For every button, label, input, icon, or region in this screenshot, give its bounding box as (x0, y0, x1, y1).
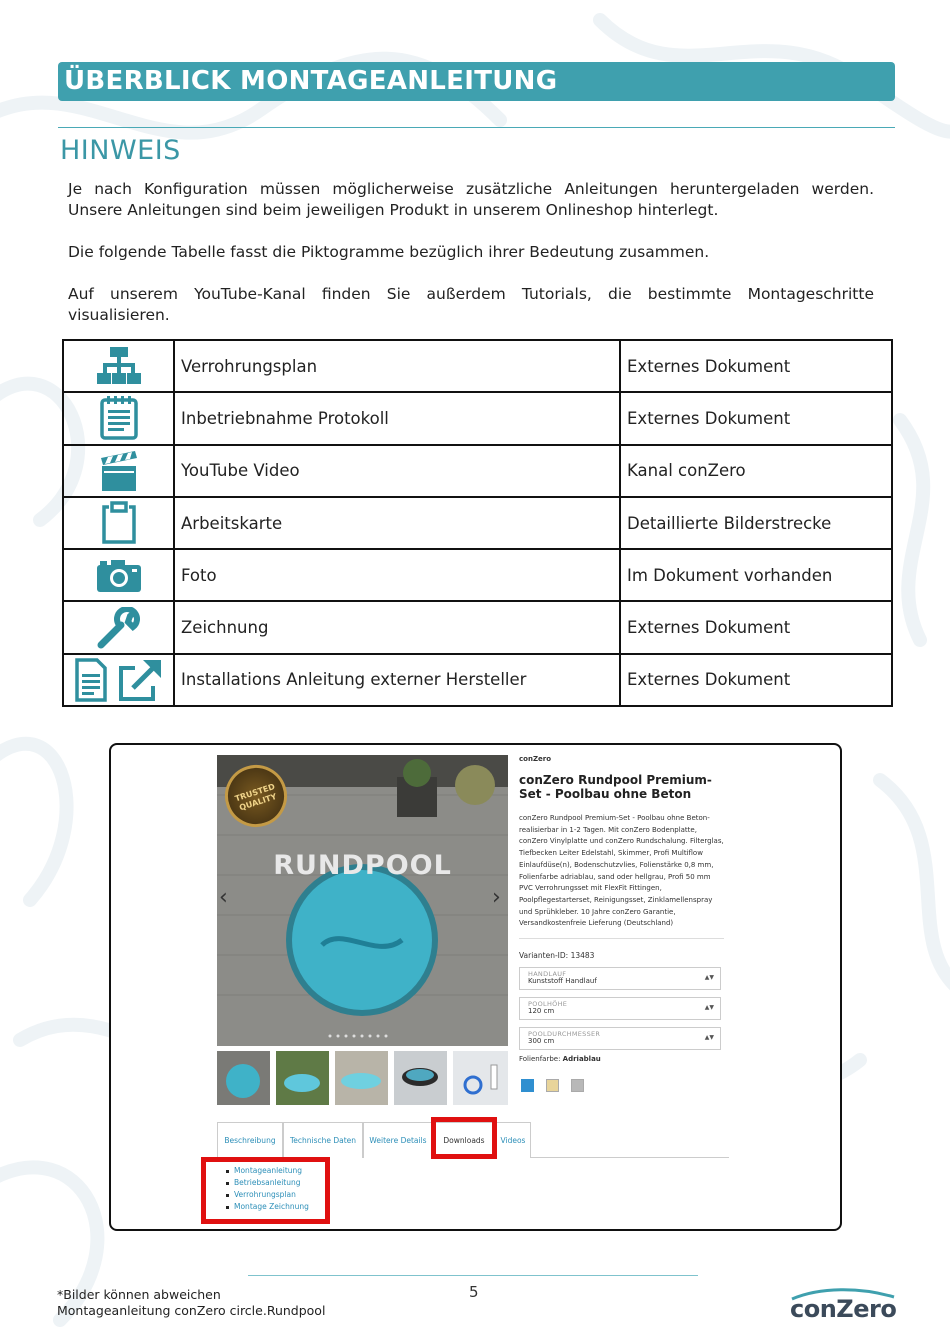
table-row (63, 601, 892, 653)
thumbnail[interactable] (394, 1051, 447, 1105)
table-row (63, 549, 892, 601)
swatch-sand[interactable] (546, 1079, 559, 1092)
page-title: ÜBERBLICK MONTAGEANLEITUNG (64, 66, 558, 96)
table-intro-paragraph: Die folgende Tabelle fasst die Piktogramme bezüglich ihrer Bedeutung zusammen. (68, 243, 710, 261)
product-info (519, 755, 729, 1093)
table-row (63, 654, 892, 706)
chevron-updown-icon: ▲▼ (704, 1034, 714, 1042)
legend-name: Arbeitskarte (174, 497, 620, 549)
foil-color-value: Adriablau (562, 1055, 601, 1064)
select-value: Kunststoff Handlauf (528, 977, 597, 986)
foil-color-label: Folienfarbe: Adriablau (519, 1055, 601, 1064)
thumbnail[interactable] (217, 1051, 270, 1105)
footer-note: *Bilder können abweichen (57, 1287, 221, 1302)
downloads-list-highlight (201, 1157, 330, 1224)
youtube-paragraph: Auf unserem YouTube-Kanal finden Sie außerdem Tutorials, die bestimmte Montageschritte visualisieren. (68, 285, 874, 324)
download-link[interactable]: Montageanleitung (224, 1165, 309, 1177)
handlauf-select[interactable] (519, 967, 721, 990)
pictogram-legend-table (62, 339, 893, 707)
swatch-adriablau[interactable] (521, 1079, 534, 1092)
thumbnail[interactable] (335, 1051, 388, 1105)
chevron-updown-icon: ▲▼ (704, 1004, 714, 1012)
document-external-link-icon (73, 658, 165, 702)
tab-videos[interactable]: Videos (495, 1122, 531, 1158)
tab-weitere-details[interactable]: Weitere Details (363, 1122, 433, 1158)
legend-desc: Im Dokument vorhanden (620, 549, 892, 601)
chevron-updown-icon: ▲▼ (704, 974, 714, 982)
page-title-banner (58, 62, 895, 101)
color-swatches (519, 1079, 729, 1093)
select-value: 300 cm (528, 1037, 555, 1046)
product-image-title: RUNDPOOL (273, 850, 452, 881)
table-row (63, 392, 892, 444)
swatch-hellgrau[interactable] (571, 1079, 584, 1092)
product-description: conZero Rundpool Premium-Set - Poolbau ohne Beton-realisierbar in 1-2 Tagen. Mit conZero Bodenplatte, conZero Vinylplatte und conZero Rundschalung. Filterglas, Tiefbecken Leiter Edelstahl, Skimmer, Profi Multiflow Einlaufdüse(n), Bodenschutzvlies, Folienstärke 0,8 mm, Folienfarbe adriablau, sand oder hellgrau, Profi 50 mm PVC Verrohrungsset mit FlexFit Fittingen, Poolpflegestarterset, Reinigungsset, Zinklamellenspray und Sprühkleber. 10 Jahre conZero Garantie, Versandkostenfreie Lieferung (Deutschland) (519, 814, 724, 928)
legend-name: YouTube Video (174, 445, 620, 497)
download-link[interactable]: Betriebsanleitung (224, 1177, 309, 1189)
tab-downloads[interactable]: Downloads (433, 1122, 495, 1158)
select-label: HANDLAUF (528, 970, 567, 979)
legend-desc: Kanal conZero (620, 445, 892, 497)
page-number: 5 (469, 1283, 479, 1301)
legend-desc: Externes Dokument (620, 601, 892, 653)
camera-icon (97, 558, 141, 592)
chevron-left-icon[interactable]: ‹ (219, 885, 228, 910)
tab-beschreibung[interactable]: Beschreibung (217, 1122, 283, 1158)
legend-name: Foto (174, 549, 620, 601)
legend-name: Inbetriebnahme Protokoll (174, 392, 620, 444)
legend-desc: Externes Dokument (620, 654, 892, 706)
legend-name: Zeichnung (174, 601, 620, 653)
pooldurchmesser-select[interactable] (519, 1027, 721, 1050)
clapperboard-icon (99, 450, 139, 492)
legend-name: Installations Anleitung externer Hersteller (174, 654, 620, 706)
product-title: conZero Rundpool Premium-Set - Poolbau ohne Beton (519, 773, 712, 801)
footer-doc-title: Montageanleitung conZero circle.Rundpool (57, 1303, 326, 1318)
downloads-tab-highlight (431, 1117, 497, 1159)
legend-desc: Externes Dokument (620, 392, 892, 444)
section-heading: HINWEIS (60, 135, 181, 166)
table-row (63, 497, 892, 549)
thumbnail[interactable] (276, 1051, 329, 1105)
logo-text: conZero (790, 1295, 897, 1323)
chevron-right-icon[interactable]: › (492, 885, 501, 910)
legend-desc: Externes Dokument (620, 340, 892, 392)
piping-plan-icon (97, 346, 141, 386)
select-label: POOLDURCHMESSER (528, 1030, 601, 1039)
product-image (217, 755, 508, 1046)
wrench-icon (97, 607, 141, 649)
tab-technische-daten[interactable]: Technische Daten (283, 1122, 363, 1158)
select-label: POOLHÖHE (528, 1000, 568, 1009)
download-link[interactable]: Verrohrungsplan (224, 1189, 309, 1201)
footer-divider (248, 1275, 698, 1276)
trusted-quality-badge: TRUSTED QUALITY (217, 757, 295, 835)
divider (519, 938, 724, 939)
variant-id: Varianten-ID: 13483 (519, 951, 595, 961)
intro-paragraph: Je nach Konfiguration müssen möglicherweise zusätzliche Anleitungen heruntergeladen werden. Unsere Anleitungen sind beim jeweiligen Produkt in unserem Onlineshop hinterlegt. (68, 180, 874, 219)
onlineshop-screenshot (109, 743, 842, 1231)
download-link[interactable]: Montage Zeichnung (224, 1201, 309, 1213)
product-brand: conZero (519, 755, 552, 763)
select-value: 120 cm (528, 1007, 555, 1016)
conzero-logo (790, 1286, 900, 1322)
notepad-icon (99, 396, 139, 440)
clipboard-icon (101, 501, 137, 545)
poolhoehe-select[interactable] (519, 997, 721, 1020)
legend-desc: Detaillierte Bilderstrecke (620, 497, 892, 549)
table-row (63, 445, 892, 497)
legend-name: Verrohrungsplan (174, 340, 620, 392)
thumbnail-strip (217, 1051, 508, 1105)
thumbnail[interactable] (453, 1051, 508, 1105)
table-row (63, 340, 892, 392)
section-divider (58, 127, 895, 128)
